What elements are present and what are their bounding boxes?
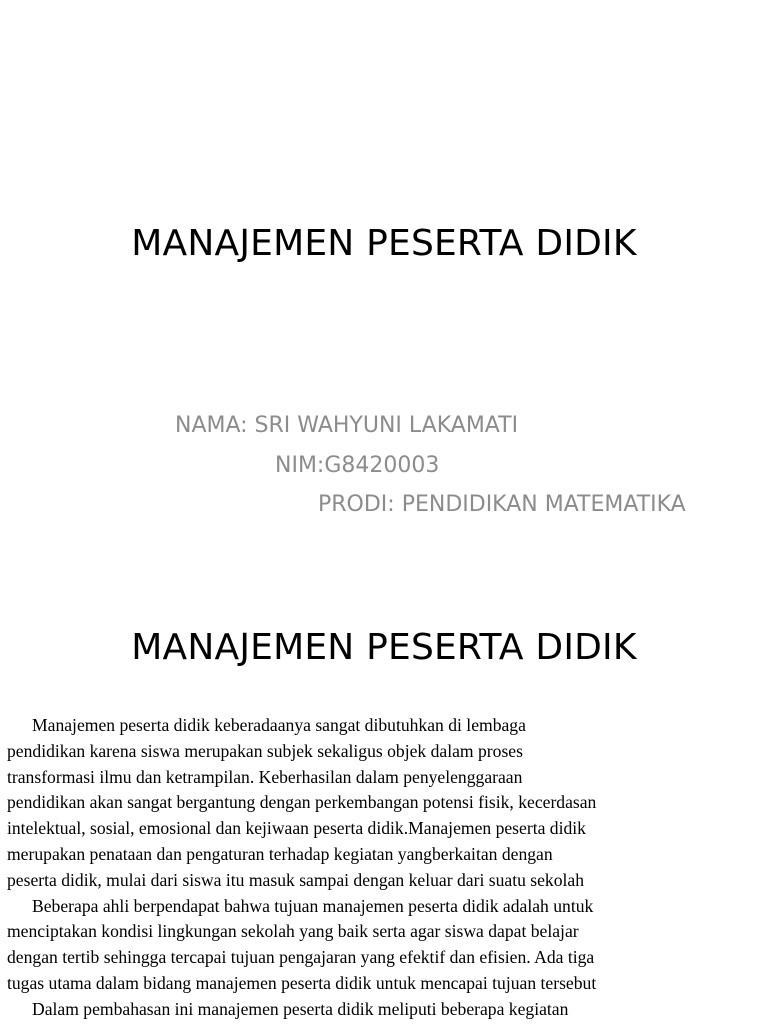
body-text — [7, 713, 727, 1023]
paragraph-line: dengan tertib sehingga tercapai tujuan pengajaran yang efektif dan efisien. Ada tiga — [7, 947, 595, 968]
paragraph-line: merupakan penataan dan pengaturan terhadap kegiatan yangberkaitan dengan — [7, 843, 553, 864]
content-slide — [0, 576, 768, 1024]
paragraph-line: Beberapa ahli berpendapat bahwa tujuan manajemen peserta didik adalah untuk — [32, 895, 594, 916]
subtitle-nim: NIM:G8420003 — [275, 453, 440, 478]
paragraph-line: pendidikan karena siswa merupakan subjek sekaligus objek dalam proses — [7, 740, 523, 761]
paragraph-line: Dalam pembahasan ini manajemen peserta didik meliputi beberapa kegiatan — [32, 998, 569, 1019]
slide-title: MANAJEMEN PESERTA DIDIK — [131, 223, 637, 264]
paragraph-line: tugas utama dalam bidang manajemen peserta didik untuk mencapai tujuan tersebut — [7, 972, 597, 993]
paragraph-line: peserta didik, mulai dari siswa itu masuk sampai dengan keluar dari suatu sekolah — [7, 869, 585, 890]
subtitle-prodi: PRODI: PENDIDIKAN MATEMATIKA — [318, 492, 686, 517]
paragraph-line: Manajemen peserta didik keberadaanya sangat dibutuhkan di lembaga — [32, 715, 526, 735]
paragraph-line: pendidikan akan sangat bergantung dengan perkembangan potensi fisik, kecerdasan — [7, 792, 597, 813]
paragraph-line: intelektual, sosial, emosional dan kejiwaan peserta didik.Manajemen peserta didik — [7, 818, 586, 839]
paragraph-line: menciptakan kondisi lingkungan sekolah yang baik serta agar siswa dapat belajar — [7, 921, 579, 942]
subtitle-name: NAMA: SRI WAHYUNI LAKAMATI — [175, 413, 519, 438]
slide-title: MANAJEMEN PESERTA DIDIK — [131, 627, 637, 668]
paragraph-line: transformasi ilmu dan ketrampilan. Keberhasilan dalam penyelenggaraan — [7, 766, 523, 787]
